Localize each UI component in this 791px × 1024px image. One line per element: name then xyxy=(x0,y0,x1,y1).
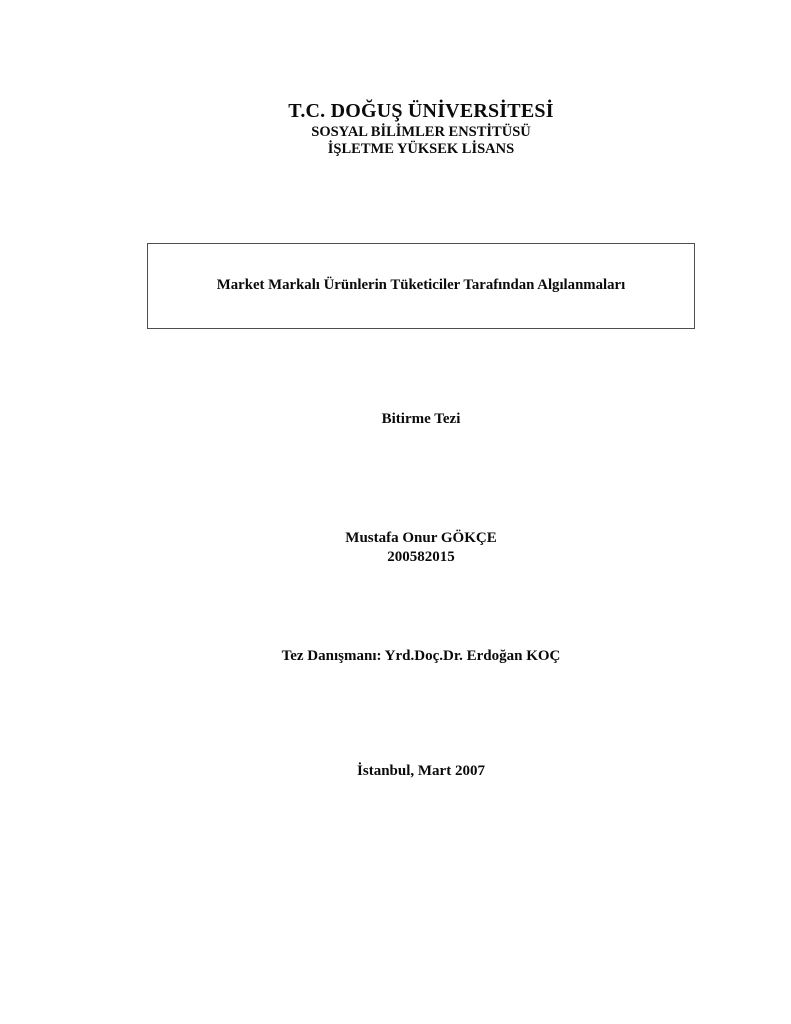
student-id: 200582015 xyxy=(387,549,455,565)
author-block xyxy=(147,529,695,567)
place-date: İstanbul, Mart 2007 xyxy=(357,763,485,779)
institute-name: SOSYAL BİLİMLER ENSTİTÜSÜ xyxy=(311,124,531,140)
author-name: Mustafa Onur GÖKÇE xyxy=(345,530,497,546)
program-name: İŞLETME YÜKSEK LİSANS xyxy=(327,141,515,157)
thesis-type-label: Bitirme Tezi xyxy=(381,411,461,427)
advisor-line: Tez Danışmanı: Yrd.Doç.Dr. Erdoğan KOÇ xyxy=(281,648,561,664)
university-name: T.C. DOĞUŞ ÜNİVERSİTESİ xyxy=(288,100,554,122)
thesis-title-box xyxy=(147,243,695,329)
thesis-title: Market Markalı Ürünlerin Tüketiciler Tarafından Algılanmaları xyxy=(216,277,626,294)
